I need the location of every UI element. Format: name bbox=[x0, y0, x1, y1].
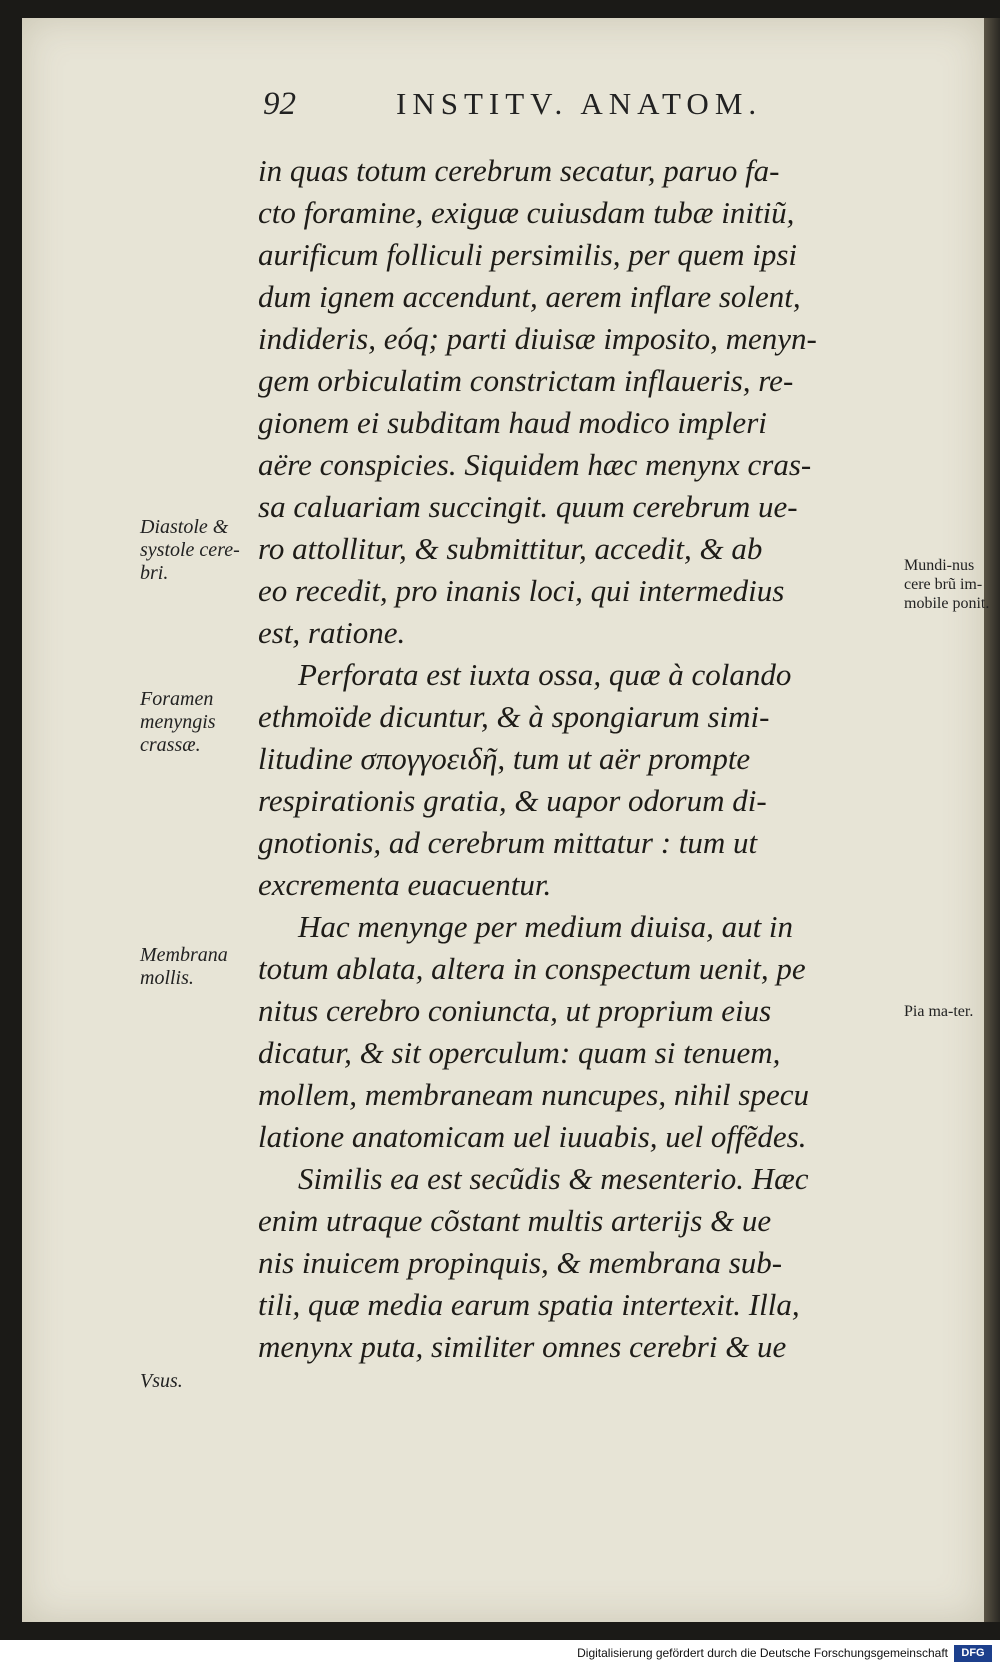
text-line: tili, quæ media earum spatia intertexit. Illa, bbox=[258, 1287, 800, 1322]
margin-note-left: Diastole & systole cere-bri. bbox=[140, 516, 240, 584]
text-line: in quas totum cerebrum secatur, paruo fa- bbox=[258, 153, 780, 188]
text-line: dum ignem accendunt, aerem inflare solent, bbox=[258, 279, 801, 314]
text-line: latione anatomicam uel iuuabis, uel offẽdes. bbox=[258, 1119, 807, 1154]
footer-bar bbox=[0, 1640, 1000, 1668]
text-line: eo recedit, pro inanis loci, qui intermedius bbox=[258, 573, 785, 608]
text-line: excrementa euacuentur. bbox=[258, 867, 552, 902]
text-line: Perforata est iuxta ossa, quæ à colando bbox=[298, 657, 792, 692]
text-line: aurificum folliculi persimilis, per quem ipsi bbox=[258, 237, 798, 272]
margin-note-left: Vsus. bbox=[140, 1370, 183, 1392]
main-text bbox=[258, 150, 858, 1368]
text-line: gionem ei subditam haud modico impleri bbox=[258, 405, 767, 440]
margin-note-right: Pia ma-ter. bbox=[904, 1003, 974, 1020]
page-edge bbox=[984, 18, 1000, 1622]
text-line: litudine σπογγοειδῆ, tum ut aër prompte bbox=[258, 741, 751, 776]
page-number: 92 bbox=[263, 86, 296, 122]
text-line: dicatur, & sit operculum: quam si tenuem, bbox=[258, 1035, 781, 1070]
text-line: mollem, membraneam nuncupes, nihil specu bbox=[258, 1077, 810, 1112]
text-line: Similis ea est secũdis & mesenterio. Hæc bbox=[298, 1161, 809, 1196]
margin-note-left: Membrana mollis. bbox=[140, 944, 228, 989]
running-head: INSTITV. ANATOM. bbox=[396, 86, 763, 121]
text-line: nis inuicem propinquis, & membrana sub- bbox=[258, 1245, 783, 1280]
margin-note-left: Foramen menyngis crassæ. bbox=[140, 688, 216, 756]
dfg-logo: DFG bbox=[954, 1645, 992, 1662]
text-line: indideris, eóq; parti diuisæ imposito, menyn- bbox=[258, 321, 817, 356]
text-line: enim utraque cõstant multis arterijs & ue bbox=[258, 1203, 772, 1238]
text-line: totum ablata, altera in conspectum uenit, pe bbox=[258, 951, 806, 986]
text-line: nitus cerebro coniuncta, ut proprium eius bbox=[258, 993, 772, 1028]
text-line: est, ratione. bbox=[258, 615, 406, 650]
text-line: Hac menynge per medium diuisa, aut in bbox=[298, 909, 794, 944]
margin-note-right: Mundi-nus cere brũ im-mobile ponit. bbox=[904, 557, 990, 612]
text-line: aëre conspicies. Siquidem hæc menynx cras- bbox=[258, 447, 812, 482]
text-line: sa caluariam succingit. quum cerebrum ue- bbox=[258, 489, 798, 524]
text-line: cto foramine, exiguæ cuiusdam tubæ initiũ, bbox=[258, 195, 795, 230]
text-line: gem orbiculatim constrictam inflaueris, re- bbox=[258, 363, 794, 398]
text-line: ro attollitur, & submittitur, accedit, & ab bbox=[258, 531, 763, 566]
footer-credit: Digitalisierung gefördert durch die Deutsche Forschungsgemeinschaft bbox=[577, 1646, 948, 1660]
text-line: menynx puta, similiter omnes cerebri & ue bbox=[258, 1329, 787, 1364]
page-header bbox=[0, 86, 1000, 130]
text-line: respirationis gratia, & uapor odorum di- bbox=[258, 783, 767, 818]
text-line: ethmoïde dicuntur, & à spongiarum simi- bbox=[258, 699, 770, 734]
text-line: gnotionis, ad cerebrum mittatur : tum ut bbox=[258, 825, 758, 860]
